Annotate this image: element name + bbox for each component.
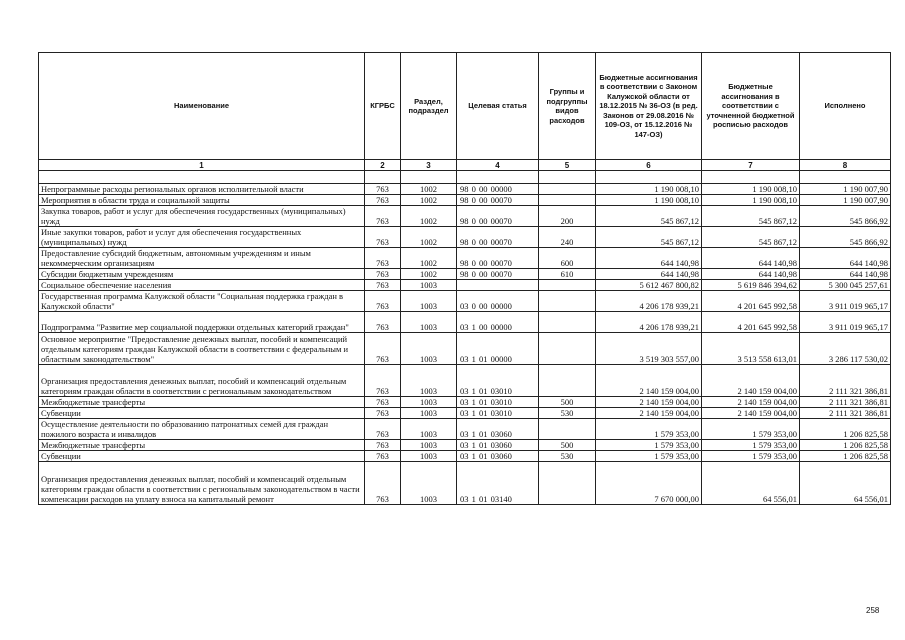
row-kgrbs: 763 <box>365 206 401 227</box>
row-expense-group <box>539 280 596 291</box>
row-budget-law: 2 140 159 004,00 <box>596 365 702 397</box>
table-row <box>39 280 891 291</box>
row-section: 1003 <box>401 397 457 408</box>
row-section: 1003 <box>401 451 457 462</box>
row-target-article: 98 0 00 00070 <box>457 206 539 227</box>
row-section: 1003 <box>401 408 457 419</box>
row-target-article: 03 1 01 00000 <box>457 333 539 365</box>
table-row <box>39 333 891 365</box>
row-section: 1002 <box>401 195 457 206</box>
row-kgrbs: 763 <box>365 280 401 291</box>
row-target-article: 03 1 01 03060 <box>457 419 539 440</box>
row-executed: 5 300 045 257,61 <box>800 280 891 291</box>
table-row <box>39 419 891 440</box>
row-expense-group: 500 <box>539 440 596 451</box>
row-kgrbs: 763 <box>365 397 401 408</box>
row-expense-group: 530 <box>539 451 596 462</box>
row-name: Субвенции <box>39 451 365 462</box>
row-kgrbs: 763 <box>365 248 401 269</box>
row-executed: 1 190 007,90 <box>800 195 891 206</box>
row-name: Социальное обеспечение населения <box>39 280 365 291</box>
row-executed: 3 286 117 530,02 <box>800 333 891 365</box>
row-target-article: 03 1 01 03060 <box>457 440 539 451</box>
row-budget-refined: 1 579 353,00 <box>702 451 800 462</box>
row-executed: 3 911 019 965,17 <box>800 312 891 333</box>
row-budget-law: 545 867,12 <box>596 206 702 227</box>
row-expense-group: 610 <box>539 269 596 280</box>
row-budget-law: 4 206 178 939,21 <box>596 312 702 333</box>
row-expense-group: 530 <box>539 408 596 419</box>
row-target-article: 03 1 01 03060 <box>457 451 539 462</box>
row-target-article: 03 1 01 03010 <box>457 408 539 419</box>
row-kgrbs: 763 <box>365 408 401 419</box>
table-row <box>39 440 891 451</box>
row-expense-group <box>539 195 596 206</box>
row-target-article: 03 0 00 00000 <box>457 291 539 312</box>
row-executed: 1 206 825,58 <box>800 440 891 451</box>
row-expense-group <box>539 419 596 440</box>
row-name: Государственная программа Калужской области "Социальная поддержка граждан в Калужской области" <box>39 291 365 312</box>
column-number: 6 <box>596 160 702 171</box>
row-expense-group: 600 <box>539 248 596 269</box>
budget-table-sheet <box>38 52 890 505</box>
row-kgrbs: 763 <box>365 195 401 206</box>
row-section: 1003 <box>401 462 457 505</box>
row-expense-group: 200 <box>539 206 596 227</box>
header-kgrbs: КГРБС <box>365 53 401 160</box>
row-executed: 2 111 321 386,81 <box>800 408 891 419</box>
row-budget-refined: 4 201 645 992,58 <box>702 291 800 312</box>
row-target-article: 98 0 00 00070 <box>457 269 539 280</box>
row-name: Непрограммные расходы региональных органов исполнительной власти <box>39 184 365 195</box>
table-row <box>39 312 891 333</box>
row-target-article: 98 0 00 00000 <box>457 184 539 195</box>
row-budget-refined: 644 140,98 <box>702 248 800 269</box>
table-row <box>39 227 891 248</box>
row-budget-refined: 1 190 008,10 <box>702 195 800 206</box>
row-budget-law: 1 190 008,10 <box>596 184 702 195</box>
row-section: 1003 <box>401 440 457 451</box>
header-groups: Группы и подгруппы видов расходов <box>539 53 596 160</box>
row-target-article: 03 1 00 00000 <box>457 312 539 333</box>
row-budget-law: 545 867,12 <box>596 227 702 248</box>
row-target-article: 03 1 01 03010 <box>457 365 539 397</box>
row-budget-refined: 1 579 353,00 <box>702 419 800 440</box>
table-row <box>39 206 891 227</box>
row-expense-group <box>539 291 596 312</box>
header-section: Раздел, подраздел <box>401 53 457 160</box>
row-section: 1002 <box>401 206 457 227</box>
column-number: 1 <box>39 160 365 171</box>
table-body <box>39 171 891 505</box>
row-section: 1003 <box>401 312 457 333</box>
table-row <box>39 462 891 505</box>
row-budget-law: 1 579 353,00 <box>596 440 702 451</box>
budget-execution-table <box>38 52 891 505</box>
row-section: 1003 <box>401 291 457 312</box>
table-row <box>39 195 891 206</box>
row-executed: 2 111 321 386,81 <box>800 365 891 397</box>
row-budget-refined: 2 140 159 004,00 <box>702 365 800 397</box>
header-budget-refined: Бюджетные ассигнования в соответствии с уточненной бюджетной росписью расходов <box>702 53 800 160</box>
row-kgrbs: 763 <box>365 312 401 333</box>
row-kgrbs: 763 <box>365 451 401 462</box>
row-name: Мероприятия в области труда и социальной защиты <box>39 195 365 206</box>
row-budget-law: 644 140,98 <box>596 269 702 280</box>
row-kgrbs: 763 <box>365 462 401 505</box>
table-row <box>39 184 891 195</box>
row-name: Закупка товаров, работ и услуг для обеспечения государственных (муниципальных) нужд <box>39 206 365 227</box>
row-executed: 644 140,98 <box>800 269 891 280</box>
row-name: Иные закупки товаров, работ и услуг для обеспечения государственных (муниципальных) нужд <box>39 227 365 248</box>
row-kgrbs: 763 <box>365 227 401 248</box>
row-executed: 545 866,92 <box>800 206 891 227</box>
row-name: Межбюджетные трансферты <box>39 440 365 451</box>
row-budget-law: 2 140 159 004,00 <box>596 397 702 408</box>
table-row <box>39 365 891 397</box>
row-expense-group <box>539 365 596 397</box>
header-target: Целевая статья <box>457 53 539 160</box>
row-target-article <box>457 280 539 291</box>
row-budget-law: 1 579 353,00 <box>596 419 702 440</box>
header-name: Наименование <box>39 53 365 160</box>
row-name: Осуществление деятельности по образованию патронатных семей для граждан пожилого возраста и инвалидов <box>39 419 365 440</box>
row-budget-refined: 1 579 353,00 <box>702 440 800 451</box>
row-target-article: 98 0 00 00070 <box>457 195 539 206</box>
row-kgrbs: 763 <box>365 419 401 440</box>
column-number: 7 <box>702 160 800 171</box>
row-budget-refined: 2 140 159 004,00 <box>702 408 800 419</box>
row-section: 1003 <box>401 365 457 397</box>
row-name: Межбюджетные трансферты <box>39 397 365 408</box>
row-target-article: 03 1 01 03140 <box>457 462 539 505</box>
table-row <box>39 291 891 312</box>
row-target-article: 98 0 00 00070 <box>457 248 539 269</box>
row-executed: 1 206 825,58 <box>800 419 891 440</box>
row-section: 1002 <box>401 227 457 248</box>
row-budget-law: 3 519 303 557,00 <box>596 333 702 365</box>
column-number: 3 <box>401 160 457 171</box>
row-kgrbs: 763 <box>365 440 401 451</box>
row-budget-law: 1 190 008,10 <box>596 195 702 206</box>
table-row <box>39 408 891 419</box>
row-kgrbs: 763 <box>365 365 401 397</box>
row-budget-law: 7 670 000,00 <box>596 462 702 505</box>
row-executed: 1 190 007,90 <box>800 184 891 195</box>
row-budget-refined: 3 513 558 613,01 <box>702 333 800 365</box>
row-executed: 64 556,01 <box>800 462 891 505</box>
row-budget-refined: 644 140,98 <box>702 269 800 280</box>
row-target-article: 03 1 01 03010 <box>457 397 539 408</box>
row-executed: 1 206 825,58 <box>800 451 891 462</box>
row-budget-law: 4 206 178 939,21 <box>596 291 702 312</box>
row-name: Подпрограмма "Развитие мер социальной поддержки отдельных категорий граждан" <box>39 312 365 333</box>
row-section: 1003 <box>401 333 457 365</box>
row-budget-law: 1 579 353,00 <box>596 451 702 462</box>
row-section: 1002 <box>401 248 457 269</box>
row-budget-refined: 545 867,12 <box>702 206 800 227</box>
row-name: Организация предоставления денежных выплат, пособий и компенсаций отдельным категориям граждан области в соответствии с региональным законодательством <box>39 365 365 397</box>
table-row <box>39 397 891 408</box>
row-name: Субсидии бюджетным учреждениям <box>39 269 365 280</box>
table-row <box>39 248 891 269</box>
row-expense-group: 500 <box>539 397 596 408</box>
row-budget-law: 2 140 159 004,00 <box>596 408 702 419</box>
row-name: Субвенции <box>39 408 365 419</box>
row-budget-refined: 545 867,12 <box>702 227 800 248</box>
row-section: 1002 <box>401 269 457 280</box>
row-expense-group <box>539 184 596 195</box>
column-number: 8 <box>800 160 891 171</box>
row-executed: 644 140,98 <box>800 248 891 269</box>
row-budget-refined: 1 190 008,10 <box>702 184 800 195</box>
row-name: Предоставление субсидий бюджетным, автономным учреждениям и иным некоммерческим организациям <box>39 248 365 269</box>
row-kgrbs: 763 <box>365 184 401 195</box>
row-target-article: 98 0 00 00070 <box>457 227 539 248</box>
row-name: Основное мероприятие "Предоставление денежных выплат, пособий и компенсаций отдельным категориям граждан Калужской области в соответствии с федеральным и областным законодательством" <box>39 333 365 365</box>
row-budget-refined: 64 556,01 <box>702 462 800 505</box>
row-section: 1002 <box>401 184 457 195</box>
row-expense-group <box>539 312 596 333</box>
table-row <box>39 451 891 462</box>
spacer-row <box>39 171 891 184</box>
table-row <box>39 269 891 280</box>
column-number: 4 <box>457 160 539 171</box>
row-section: 1003 <box>401 280 457 291</box>
column-number: 5 <box>539 160 596 171</box>
row-budget-refined: 5 619 846 394,62 <box>702 280 800 291</box>
row-expense-group <box>539 333 596 365</box>
row-budget-law: 5 612 467 800,82 <box>596 280 702 291</box>
row-kgrbs: 763 <box>365 291 401 312</box>
page-number: 258 <box>866 606 880 615</box>
row-kgrbs: 763 <box>365 269 401 280</box>
row-section: 1003 <box>401 419 457 440</box>
row-executed: 3 911 019 965,17 <box>800 291 891 312</box>
row-executed: 2 111 321 386,81 <box>800 397 891 408</box>
header-executed: Исполнено <box>800 53 891 160</box>
row-expense-group <box>539 462 596 505</box>
row-expense-group: 240 <box>539 227 596 248</box>
table-header-row <box>39 53 891 160</box>
row-name: Организация предоставления денежных выплат, пособий и компенсаций отдельным категориям граждан области в соответствии с региональным законодательством в части компенсации расходов на уплату взноса на капитальный ремонт <box>39 462 365 505</box>
row-budget-law: 644 140,98 <box>596 248 702 269</box>
row-budget-refined: 4 201 645 992,58 <box>702 312 800 333</box>
column-number-row <box>39 160 891 171</box>
row-executed: 545 866,92 <box>800 227 891 248</box>
row-budget-refined: 2 140 159 004,00 <box>702 397 800 408</box>
row-kgrbs: 763 <box>365 333 401 365</box>
column-number: 2 <box>365 160 401 171</box>
header-budget-law: Бюджетные ассигнования в соответствии с Законом Калужской области от 18.12.2015 № 36-ОЗ (в ред. Законов от 29.08.2016 № 109-ОЗ, от 15.12.2016 № 147-ОЗ) <box>596 53 702 160</box>
